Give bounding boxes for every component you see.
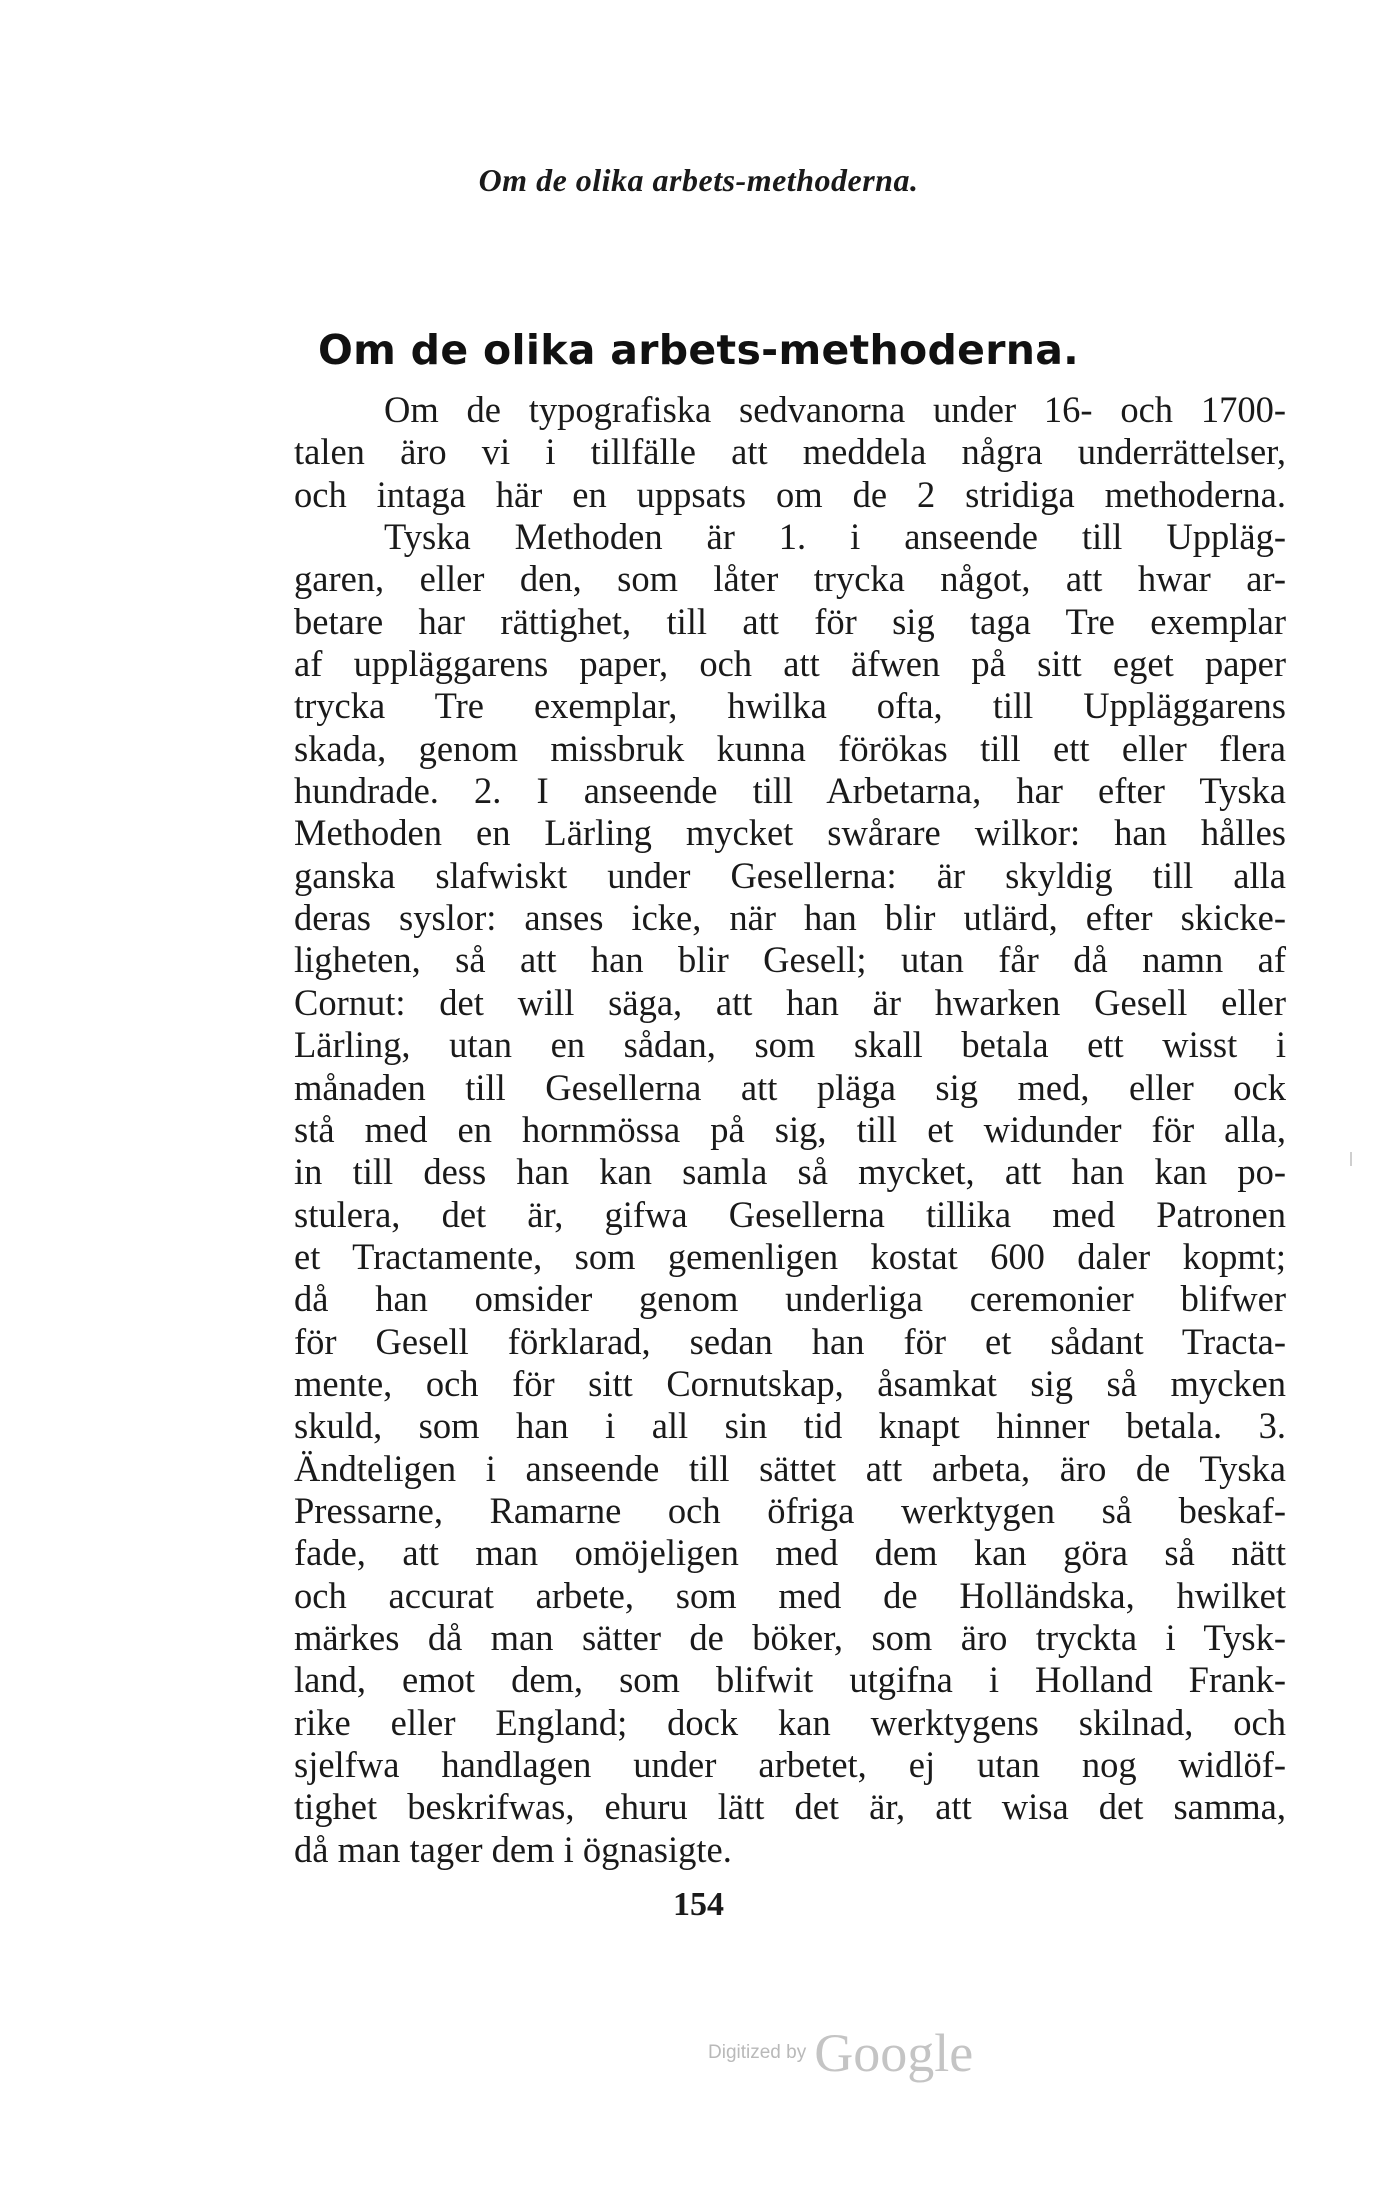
text-line: Methoden en Lärling mycket swårare wilkor: han hålles: [294, 812, 1286, 854]
text-line: Tyska Methoden är 1. i anseende till Uppläg-: [384, 516, 1286, 558]
margin-mark: [1350, 1152, 1352, 1166]
text-line: deras syslor: anses icke, när han blir utlärd, efter skicke-: [294, 897, 1286, 939]
text-line: Lärling, utan en sådan, som skall betala ett wisst i: [294, 1024, 1286, 1066]
digitized-watermark: [708, 2022, 1008, 2092]
text-line: rike eller England; dock kan werktygens skilnad, och: [294, 1701, 1286, 1743]
text-line: skada, genom missbruk kunna förökas till ett eller flera: [294, 727, 1286, 769]
text-line: mente, och för sitt Cornutskap, åsamkat sig så mycken: [294, 1362, 1286, 1404]
text-line: Pressarne, Ramarne och öfriga werktygen så beskaf-: [294, 1489, 1286, 1531]
page-title: Om de olika arbets-methoderna.: [317, 326, 1080, 374]
page-number: 154: [673, 1886, 724, 1923]
text-line: Om de typografiska sedvanorna under 16- och 1700-: [384, 389, 1286, 430]
running-head: Om de olika arbets-methoderna.: [478, 162, 919, 198]
body-text: [294, 389, 1286, 1871]
text-line: betare har rättighet, till att för sig taga Tre exemplar: [294, 600, 1286, 642]
text-line: ligheten, så att han blir Gesell; utan får då namn af: [294, 939, 1286, 981]
text-line: sjelfwa handlagen under arbetet, ej utan nog widlöf-: [294, 1744, 1286, 1785]
text-line: då man tager dem i ögnasigte.: [294, 1828, 732, 1870]
google-logo: Google: [814, 2023, 974, 2083]
text-line: skuld, som han i all sin tid knapt hinner betala. 3.: [294, 1405, 1286, 1447]
text-line: hundrade. 2. I anseende till Arbetarna, har efter Tyska: [294, 770, 1286, 812]
text-line: tighet beskrifwas, ehuru lätt det är, att wisa det samma,: [294, 1786, 1286, 1828]
text-line: Cornut: det will säga, att han är hwarken Gesell eller: [294, 981, 1286, 1023]
text-line: och intaga här en uppsats om de 2 stridiga methoderna.: [294, 473, 1286, 515]
text-line: trycka Tre exemplar, hwilka ofta, till Uppläggarens: [294, 685, 1286, 727]
text-line: ganska slafwiskt under Gesellerna: är skyldig till alla: [294, 854, 1286, 896]
text-line: stulera, det är, gifwa Gesellerna tillika med Patronen: [294, 1193, 1286, 1235]
text-line: månaden till Gesellerna att pläga sig med, eller ock: [294, 1066, 1286, 1108]
text-line: et Tractamente, som gemenligen kostat 600 daler kopmt;: [294, 1235, 1286, 1277]
digitized-by-label: Digitized by: [708, 2042, 807, 2063]
text-line: garen, eller den, som låter trycka något, att hwar ar-: [294, 558, 1286, 600]
text-line: in till dess han kan samla så mycket, att han kan po-: [294, 1151, 1286, 1193]
text-line: då han omsider genom underliga ceremonier blifwer: [294, 1278, 1286, 1320]
text-line: och accurat arbete, som med de Holländska, hwilket: [294, 1574, 1286, 1616]
text-line: land, emot dem, som blifwit utgifna i Holland Frank-: [294, 1659, 1286, 1701]
text-line: fade, att man omöjeligen med dem kan göra så nätt: [294, 1532, 1286, 1574]
text-line: Ändteligen i anseende till sättet att arbeta, äro de Tyska: [294, 1447, 1286, 1489]
text-line: talen äro vi i tillfälle att meddela några underrättelser,: [294, 431, 1286, 473]
text-line: stå med en hornmössa på sig, till et widunder för alla,: [294, 1108, 1286, 1150]
text-line: af uppläggarens paper, och att äfwen på sitt eget paper: [294, 643, 1286, 685]
text-line: märkes då man sätter de böker, som äro tryckta i Tysk-: [294, 1616, 1286, 1658]
text-line: för Gesell förklarad, sedan han för et sådant Tracta-: [294, 1320, 1286, 1362]
